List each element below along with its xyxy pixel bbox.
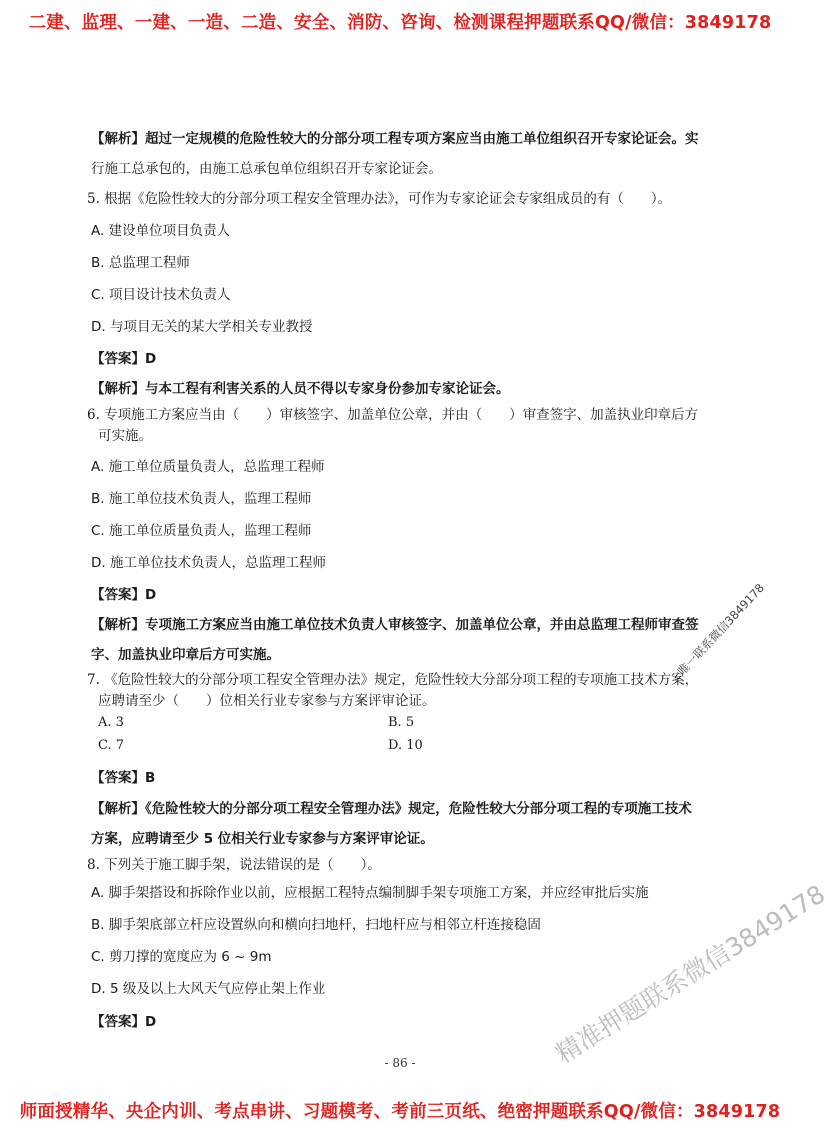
analysis-7: 【解析】《危险性较大的分部分项工程安全管理办法》规定，危险性较大分部分项工程的专项施工技术 [91, 801, 692, 817]
option-a: A. 3 [98, 715, 124, 730]
option-b: B. 5 [388, 715, 415, 730]
answer-7: 【答案】B [91, 770, 156, 786]
option-d: D. 10 [388, 738, 423, 753]
question-8: 8. 下列关于施工脚手架，说法错误的是（ ）。 [87, 857, 381, 873]
question-6: 6. 专项施工方案应当由（ ）审核签字、加盖单位公章，并由（ ）审查签字、加盖执业印章后方 [87, 407, 699, 423]
option-c: C. 项目设计技术负责人 [91, 287, 231, 303]
option-b: B. 施工单位技术负责人，监理工程师 [91, 491, 312, 507]
top-banner: 二建、监理、一建、一造、二造、安全、消防、咨询、检测课程押题联系QQ/微信：3849178 [28, 13, 772, 33]
question-5: 5. 根据《危险性较大的分部分项工程安全管理办法》，可作为专家论证会专家组成员的有（ ）。 [87, 191, 672, 207]
option-d: D. 施工单位技术负责人，总监理工程师 [91, 555, 326, 571]
answer-5: 【答案】D [91, 351, 157, 367]
question-7-cont: 应聘请至少（ ）位相关行业专家参与方案评审论证。 [98, 693, 436, 709]
option-c: C. 剪刀撑的宽度应为 6 ~ 9m [91, 949, 272, 965]
analysis-7-cont: 方案，应聘请至少 5 位相关行业专家参与方案评审论证。 [91, 831, 434, 847]
analysis-6: 【解析】专项施工方案应当由施工单位技术负责人审核签字、加盖单位公章，并由总监理工程师审查签 [91, 617, 699, 633]
option-b: B. 总监理工程师 [91, 255, 190, 271]
option-a: A. 施工单位质量负责人，总监理工程师 [91, 459, 325, 475]
option-a: A. 建设单位项目负责人 [91, 223, 231, 239]
analysis-5: 【解析】与本工程有利害关系的人员不得以专家身份参加专家论证会。 [91, 381, 510, 397]
bottom-banner: 师面授精华、央企内训、考点串讲、习题模考、考前三页纸、绝密押题联系QQ/微信：3849178 [19, 1102, 781, 1122]
watermark-large: 精准押题联系微信3849178 [550, 879, 831, 1069]
option-d: D. 与项目无关的某大学相关专业教授 [91, 319, 313, 335]
watermark-small: 唯一联系微信3849178 [674, 580, 767, 679]
answer-6: 【答案】D [91, 587, 157, 603]
analysis-line: 行施工总承包的，由施工总承包单位组织召开专家论证会。 [91, 161, 442, 177]
question-7: 7. 《危险性较大的分部分项工程安全管理办法》规定，危险性较大分部分项工程的专项施工技术方案， [87, 672, 699, 688]
option-c: C. 施工单位质量负责人，监理工程师 [91, 523, 312, 539]
option-a: A. 脚手架搭设和拆除作业以前，应根据工程特点编制脚手架专项施工方案，并应经审批后实施 [91, 885, 649, 901]
analysis-6-cont: 字、加盖执业印章后方可实施。 [91, 647, 280, 663]
question-6-cont: 可实施。 [98, 428, 152, 444]
option-d: D. 5 级及以上大风天气应停止架上作业 [91, 981, 326, 997]
option-c: C. 7 [98, 738, 125, 753]
option-b: B. 脚手架底部立杆应设置纵向和横向扫地杆，扫地杆应与相邻立杆连接稳固 [91, 917, 541, 933]
answer-8: 【答案】D [91, 1014, 157, 1030]
page-number: - 86 - [384, 1056, 416, 1070]
analysis-line: 【解析】超过一定规模的危险性较大的分部分项工程专项方案应当由施工单位组织召开专家论证会。实 [91, 131, 699, 147]
